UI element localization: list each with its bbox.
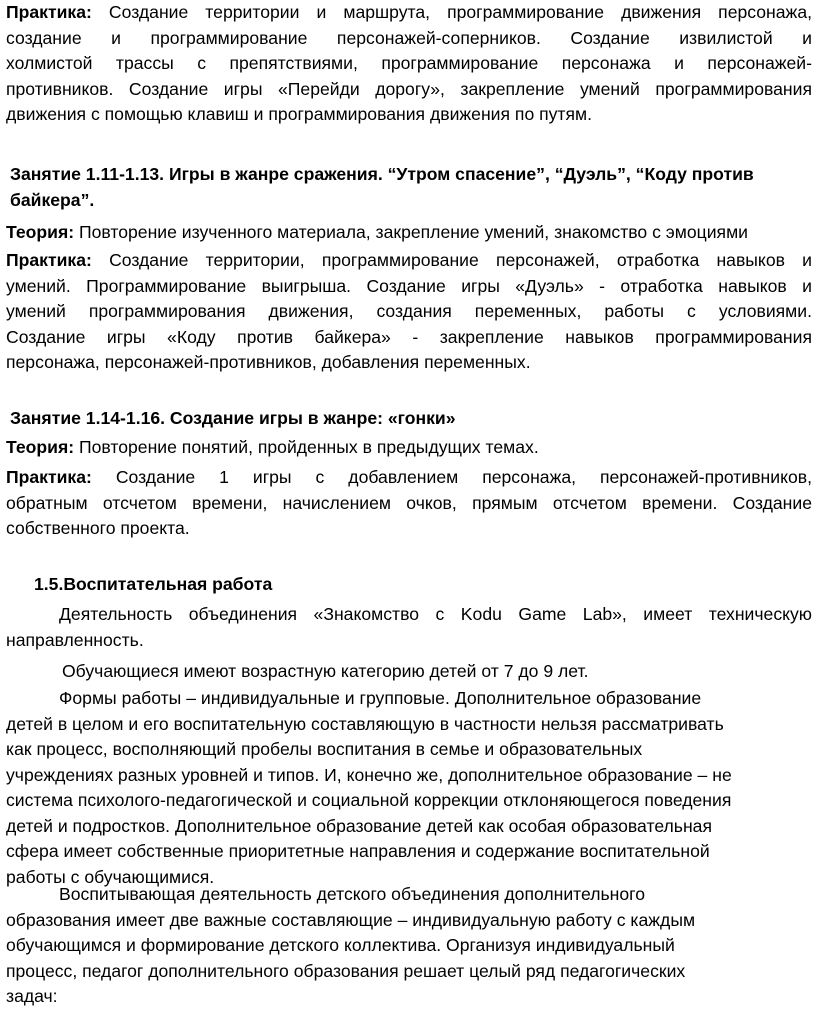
text-line: холмистой трассы с препятствиями, программирование персонажа и персонажей-: [6, 53, 812, 73]
theory-paragraph-2: [6, 220, 812, 246]
paragraph-age: [62, 659, 816, 685]
paragraph-upbringing: [6, 882, 812, 1010]
text-line: [6, 465, 812, 491]
text-line: задач:: [6, 986, 58, 1006]
text-line: собственного проекта.: [6, 518, 190, 538]
text-line: учреждениях разных уровней и типов. И, конечно же, дополнительное образование – не: [6, 764, 732, 785]
text-line: создание и программирование персонажей-соперников. Создание извилистой и: [6, 27, 812, 48]
section-heading-1-5: [34, 572, 816, 598]
theory-label: Теория:: [6, 437, 75, 457]
heading-line: Занятие 1.11-1.13. Игры в жанре сражения. “Утром спасение”, “Дуэль”, “Коду против: [10, 164, 754, 184]
text-line: умений программирования движения, создания переменных, работы с условиями.: [6, 301, 812, 321]
lesson-heading-1-14: [10, 406, 816, 432]
text-line: система психолого-педагогической и социальной коррекции отклоняющегося поведения: [6, 790, 732, 810]
paragraph-direction: [6, 602, 812, 653]
text-line: направленность.: [6, 629, 144, 650]
heading-line: байкера”.: [10, 189, 95, 210]
praktika-paragraph-3: [6, 465, 812, 542]
practice-label: Практика:: [6, 467, 92, 487]
text-line: обучающимся и формирование детского коллектива. Организуя индивидуальный: [6, 935, 675, 955]
text-line: детей и подростков. Дополнительное образование детей как особая образовательная: [6, 815, 712, 836]
text-line: процесс, педагог дополнительного образования решает целый ряд педагогических: [6, 960, 686, 981]
text-line: Формы работы – индивидуальные и групповые. Дополнительное образование: [59, 688, 702, 708]
heading-line: Занятие 1.14-1.16. Создание игры в жанре: «гонки»: [10, 408, 456, 428]
praktika-paragraph-2: [6, 248, 812, 376]
text-line: [6, 248, 812, 274]
praktika-paragraph-1: [6, 0, 812, 128]
text-line: образования имеет две важные составляющие – индивидуальную работу с каждым: [6, 909, 696, 930]
practice-label: Практика:: [6, 2, 92, 22]
line-text: Создание территории, программирование персонажей, отработка навыков и: [91, 250, 812, 270]
text-line: [6, 435, 812, 461]
text-line: как процесс, восполняющий пробелы воспитания в семье и образовательных: [6, 739, 643, 759]
paragraph-forms: [6, 686, 812, 890]
line-text: Создание 1 игры с добавлением персонажа, персонажей-противников,: [91, 467, 812, 487]
theory-paragraph-3: [6, 435, 812, 461]
heading-line: 1.5.Воспитательная работа: [34, 574, 273, 594]
text-line: Обучающиеся имеют возрастную категорию детей от 7 до 9 лет.: [62, 661, 589, 681]
line-text: Повторение изученного материала, закрепление умений, знакомство с эмоциями: [74, 222, 748, 242]
text-line: противников. Создание игры «Перейди дорогу», закрепление умений программирования: [6, 78, 812, 99]
text-line: детей в целом и его воспитательную составляющую в частности нельзя рассматривать: [6, 713, 724, 734]
text-line: движения с помощью клавиш и программирования движения по путям.: [6, 104, 593, 124]
text-line: Воспитывающая деятельность детского объединения дополнительного: [59, 884, 645, 904]
text-line: [6, 220, 812, 246]
line-text: Создание территории и маршрута, программирование движения персонажа,: [91, 2, 812, 22]
text-line: Создание игры «Коду против байкера» - закрепление навыков программирования: [6, 326, 812, 347]
lesson-heading-1-11: [10, 162, 816, 213]
text-line: умений. Программирование выигрыша. Создание игры «Дуэль» - отработка навыков и: [6, 275, 812, 296]
text-line: [6, 0, 812, 26]
practice-label: Практика:: [6, 250, 92, 270]
theory-label: Теория:: [6, 222, 75, 242]
line-text: Повторение понятий, пройденных в предыдущих темах.: [74, 437, 539, 457]
text-line: сфера имеет собственные приоритетные направления и содержание воспитательной: [6, 841, 710, 861]
text-line: Деятельность объединения «Знакомство с Kodu Game Lab», имеет техническую: [59, 604, 812, 624]
text-line: персонажа, персонажей-противников, добавления переменных.: [6, 352, 531, 372]
text-line: работы с обучающимися.: [6, 866, 215, 887]
text-line: обратным отсчетом времени, начислением очков, прямым отсчетом времени. Создание: [6, 492, 812, 513]
